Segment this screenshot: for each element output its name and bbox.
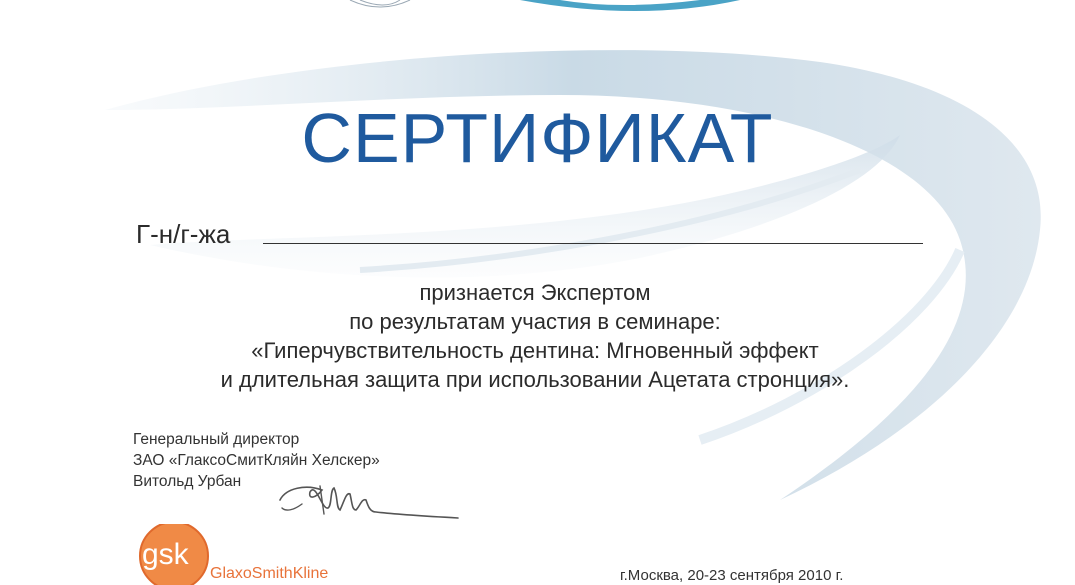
body-line: признается Экспертом: [419, 280, 651, 305]
body-line: по результатам участия в семинаре:: [349, 309, 721, 334]
body-line: «Гиперчувствительность дентина: Мгновенный эффект: [251, 338, 819, 363]
logo-company-text: GlaxoSmithKline: [210, 565, 329, 582]
recipient-label: Г-н/г-жа: [136, 219, 231, 249]
handwritten-signature: [272, 470, 472, 530]
signatory-position: Генеральный директор: [133, 431, 300, 448]
body-line: и длительная защита при использовании Ацетата стронция».: [220, 367, 850, 392]
place-and-date: г.Москва, 20-23 сентября 2010 г.: [620, 567, 844, 584]
signatory-company: ЗАО «ГлаксоСмитКляйн Хелскер»: [133, 452, 380, 469]
certificate-title: СЕРТИФИКАТ: [301, 99, 774, 177]
svg-text:gsk: gsk: [142, 538, 189, 571]
recipient-name-line: [263, 243, 923, 244]
signatory-name: Витольд Урбан: [133, 473, 242, 490]
certificate-body: [120, 278, 950, 394]
